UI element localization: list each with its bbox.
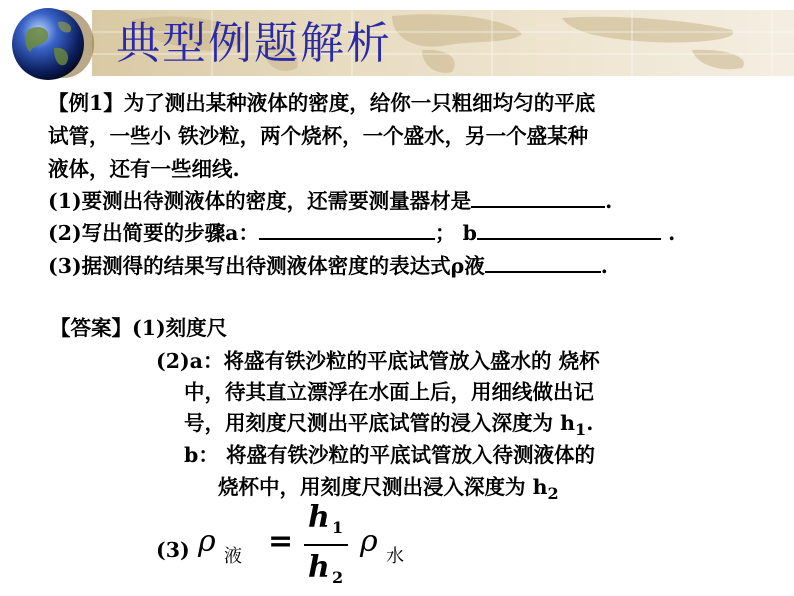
- question-part-2-end: .: [660, 221, 676, 245]
- question-part-2-text: (2)写出简要的步骤a：: [48, 221, 259, 245]
- equals-sign: =: [268, 524, 294, 559]
- question-part-1-text: (1)要测出待测液体的密度，还需要测量器材是: [48, 189, 472, 213]
- answer-a-end: .: [586, 411, 594, 435]
- answer-a-line-2: 中，待其直立漂浮在水面上后，用细线做出记: [184, 380, 594, 404]
- rho-water-symbol: ρ: [360, 524, 378, 559]
- question-part-3-end: .: [600, 254, 608, 278]
- question-line-1: 【例1】为了测出某种液体的密度，给你一只粗细均匀的平底: [48, 91, 596, 115]
- fraction-bar: [304, 544, 348, 546]
- answer-blank-1: [471, 188, 605, 208]
- denominator-subscript: 2: [332, 568, 344, 587]
- density-formula: [150, 500, 450, 596]
- question-part-2: [48, 218, 675, 248]
- answer-blank-2a: [259, 220, 435, 240]
- answer-a-line-1: (2)a：将盛有铁沙粒的平底试管放入盛水的 烧杯: [156, 349, 600, 373]
- page-title: 典型例题解析: [116, 18, 392, 69]
- question-line-3: 液体，还有一些细线.: [48, 157, 240, 181]
- globe-icon: [4, 6, 100, 82]
- question-part-2-mid: ； b: [434, 221, 477, 245]
- formula-label: (3): [156, 538, 190, 562]
- question-part-1: [48, 186, 612, 216]
- answer-b-line-1: b： 将盛有铁沙粒的平底试管放入待测液体的: [184, 443, 595, 467]
- water-label: 水: [386, 546, 404, 567]
- question-part-1-end: .: [605, 189, 613, 213]
- question-part-3: [48, 251, 608, 281]
- rho-liquid-symbol: ρ: [198, 524, 216, 559]
- answer-a-line-3-text: 号，用刻度尺测出平底试管的浸入深度为 h: [184, 411, 576, 435]
- question-part-3-text: (3)据测得的结果写出待测液体密度的表达式ρ液: [48, 254, 485, 278]
- answer-b-line-2-text: 烧杯中，用刻度尺测出浸入深度为 h: [218, 475, 548, 499]
- question-line-2: 试管，一些小 铁沙粒，两个烧杯，一个盛水，另一个盛某种: [48, 124, 589, 148]
- answer-blank-3: [485, 253, 601, 273]
- answer-b-subscript: 2: [547, 484, 559, 504]
- denominator-h: h: [308, 550, 330, 585]
- answer-line-1: 【答案】(1)刻度尺: [50, 316, 228, 340]
- liquid-label: 液: [224, 546, 242, 567]
- numerator-h: h: [308, 500, 330, 535]
- numerator-subscript: 1: [332, 518, 344, 537]
- answer-blank-2b: [477, 220, 661, 240]
- slide-header: [0, 0, 794, 82]
- answer-a-subscript: 1: [575, 420, 587, 440]
